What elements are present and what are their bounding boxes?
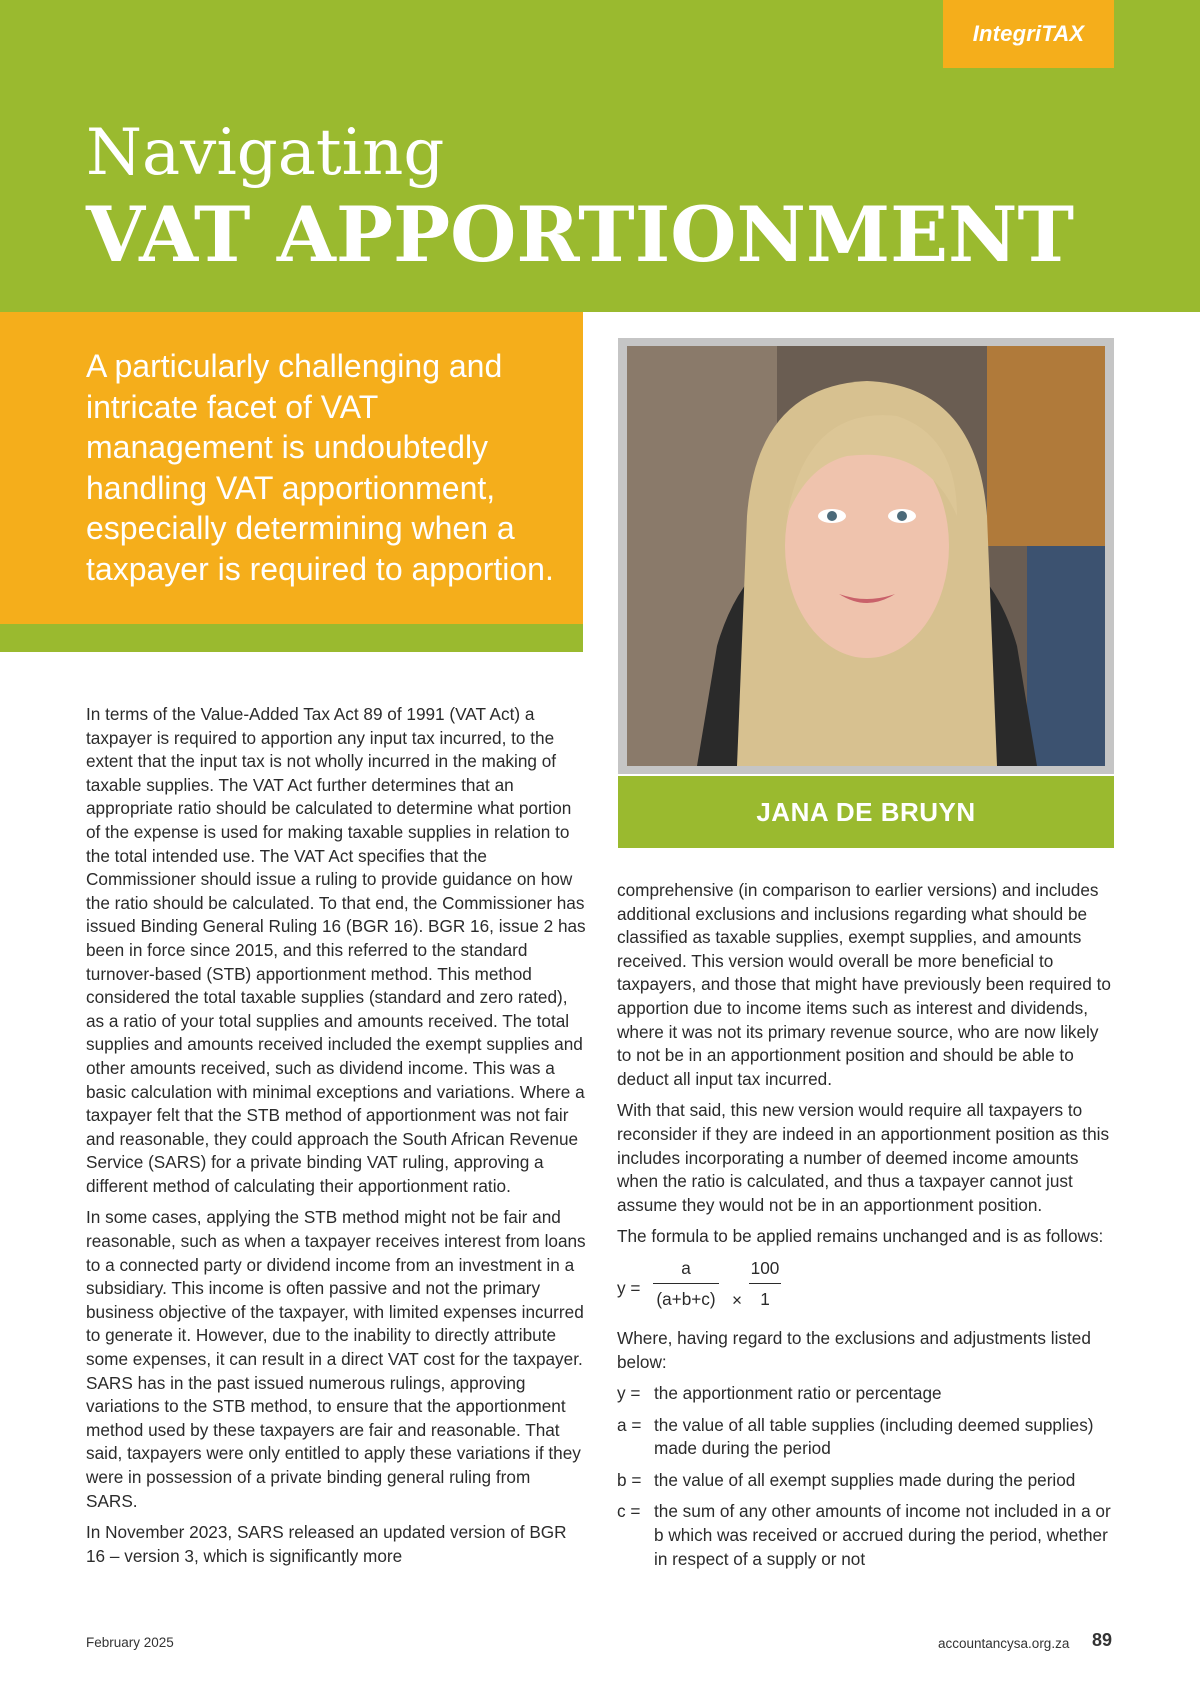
definition-key: y = <box>617 1383 641 1404</box>
footer-date: February 2025 <box>86 1635 174 1650</box>
apportionment-formula <box>617 1257 1117 1317</box>
definition-value: the sum of any other amounts of income not included in a or b which was received or accrued during the period, whether in respect of a supply or not <box>654 1501 1111 1569</box>
brand-logo: IntegriTAX <box>943 0 1114 68</box>
definition-y <box>617 1382 1117 1406</box>
formula-fraction-100 <box>749 1257 781 1312</box>
body-paragraph: With that said, this new version would require all taxpayers to reconsider if they are indeed in an apportionment position as this includes incorporating a number of deemed income amounts when the ratio is calculated, and thus a taxpayer cannot just assume they would not be in an apportionment position. <box>617 1100 1110 1215</box>
formula-denominator-1: 1 <box>760 1288 770 1309</box>
title-line2: VAT APPORTIONMENT <box>86 190 1075 279</box>
author-name: JANA DE BRUYN <box>756 796 976 827</box>
title-line1: Navigating <box>86 116 445 190</box>
formula-denominator: (a+b+c) <box>656 1288 716 1309</box>
portrait-illustration <box>627 346 1105 766</box>
definition-key: c = <box>617 1501 641 1522</box>
author-name-bar <box>618 776 1114 848</box>
definition-value: the value of all table supplies (including deemed supplies) made during the period <box>654 1414 1094 1459</box>
definition-c <box>617 1500 1117 1571</box>
fraction-bar <box>749 1283 781 1284</box>
formula-lhs: y = <box>617 1277 641 1298</box>
body-paragraph: comprehensive (in comparison to earlier versions) and includes additional exclusions and inclusions regarding what should be classified as taxable supplies, exempt supplies, and amounts received. This version would overall be more beneficial to taxpayers, and those that might have previously been required to apportion due to income items such as interest and dividends, where it was not its primary revenue source, who are now likely to not be in an apportionment position and should be able to deduct all input tax incurred. <box>617 880 1111 1089</box>
body-paragraph: In some cases, applying the STB method might not be fair and reasonable, such as when a taxpayer receives interest from loans to a connected party or dividend income from an investment in a subsidiary. This income is often passive and not the primary business objective of the taxpayer, with limited expenses incurred to generate it. However, due to the inability to directly attribute some expenses, it can result in a direct VAT cost for the taxpayer. SARS has in the past issued numerous rulings, approving variations to the STB method, to ensure that the apportionment method used by these taxpayers are fair and reasonable. That said, taxpayers were only entitled to apply these variations if they were in possession of a private binding general ruling from SARS. <box>86 1207 586 1511</box>
definition-value: the apportionment ratio or percentage <box>654 1383 942 1404</box>
intro-accent-strip <box>0 624 583 652</box>
body-paragraph: The formula to be applied remains unchanged and is as follows: <box>617 1226 1104 1247</box>
page-number: 89 <box>1092 1630 1113 1650</box>
definition-b <box>617 1469 1117 1493</box>
formula-fraction <box>653 1257 719 1312</box>
definition-key: b = <box>617 1469 642 1490</box>
footer-website[interactable]: accountancysa.org.za <box>938 1636 1070 1651</box>
formula-operator: × <box>732 1289 743 1310</box>
formula-numerator-100: 100 <box>750 1257 780 1278</box>
body-paragraph: In November 2023, SARS released an updated version of BGR 16 – version 3, which is significantly more <box>86 1522 567 1566</box>
definition-value: the value of all exempt supplies made during the period <box>654 1469 1076 1490</box>
body-column-left <box>86 703 586 1576</box>
where-text: Where, having regard to the exclusions and adjustments listed below: <box>617 1327 1091 1372</box>
body-paragraph: In terms of the Value-Added Tax Act 89 of 1991 (VAT Act) a taxpayer is required to apportion any input tax incurred, to the extent that the input tax is not wholly incurred in the making of taxable supplies. The VAT Act further determines that an appropriate ratio should be calculated to determine what portion of the expense is used for making taxable supplies in relation to the total intended use. The VAT Act specifies that the Commissioner should issue a ruling to provide guidance on how the ratio should be calculated. To that end, the Commissioner has issued Binding General Ruling 16 (BGR 16). BGR 16, issue 2 has been in force since 2015, and this referred to the standard turnover-based (STB) apportionment method. This method considered the total taxable supplies (standard and zero rated), as a ratio of your total supplies and amounts received. The total supplies and amounts received included the exempt supplies and other amounts received, such as dividend income. This was a basic calculation with minimal exceptions and variations. Where a taxpayer felt that the STB method of apportionment was not fair and reasonable, they could approach the South African Revenue Service (SARS) for a private binding VAT ruling, approving a different method of calculating their apportionment ratio. <box>86 704 586 1196</box>
formula-numerator: a <box>681 1257 691 1278</box>
body-column-right <box>617 879 1117 1579</box>
fraction-bar <box>653 1283 719 1284</box>
intro-text: A particularly challenging and intricate facet of VAT management is undoubtedly handling VAT apportionment, especially determining when a taxpayer is required to apportion. <box>86 348 554 587</box>
definition-key: a = <box>617 1414 642 1435</box>
definition-a <box>617 1414 1117 1461</box>
author-photo <box>627 346 1105 766</box>
